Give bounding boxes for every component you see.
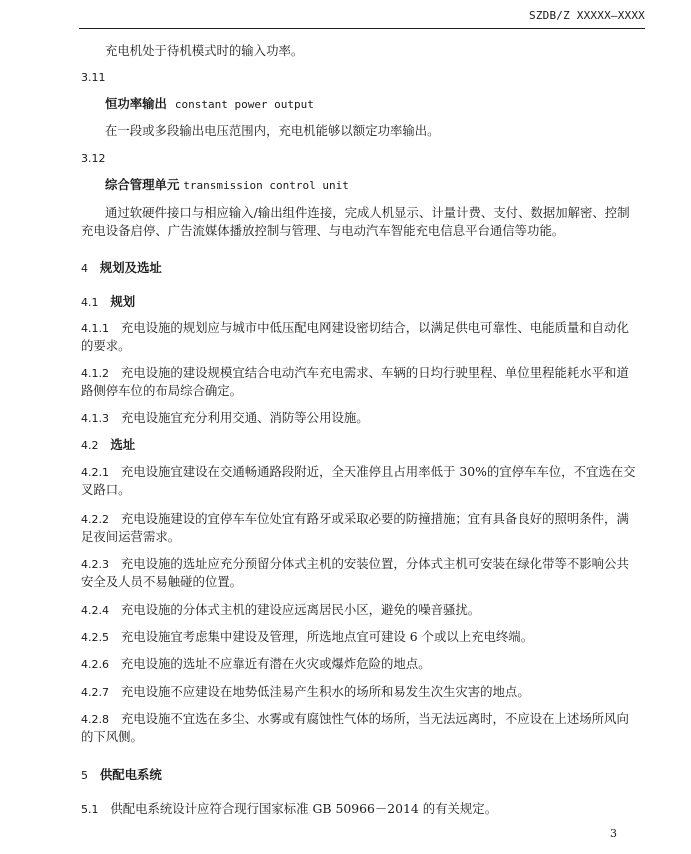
clause-text-continued: 安全及人员不易触碰的位置。 [81, 574, 243, 589]
clause-text [81, 511, 629, 528]
chapter-number: 5 [81, 769, 88, 782]
clause-text [81, 556, 629, 573]
term-chinese: 恒功率输出 [105, 96, 167, 111]
section-title: 选址 [110, 437, 136, 452]
clause-number: 4.2.4 [81, 604, 109, 617]
section-heading [81, 294, 135, 311]
clause-body: 充电设施宜充分利用交通、消防等公用设施。 [120, 410, 369, 425]
clause-text-continued: 的要求。 [81, 338, 131, 353]
section-number: 4.2 [81, 439, 99, 452]
clause-body: 供配电系统设计应符合现行国家标准 GB 50966－2014 的有关规定。 [110, 801, 498, 816]
section-heading [81, 437, 135, 454]
clause-text-continued: 足夜间运营需求。 [81, 529, 181, 544]
term-chinese: 综合管理单元 [105, 177, 180, 192]
clause-number: 4.2.5 [81, 631, 109, 644]
section-number: 4.1 [81, 296, 99, 309]
clause-text [81, 602, 480, 619]
clause-number: 4.2.7 [81, 686, 109, 699]
clause-text-continued: 的下风侧。 [81, 729, 143, 744]
clause-text [81, 656, 431, 673]
clause-body: 充电设施不宜选在多尘、水雾或有腐蚀性气体的场所，当无法远离时，不应设在上述场所风向 [120, 711, 629, 726]
page-number: 3 [610, 827, 617, 840]
clause-number: 4.2.2 [81, 513, 109, 526]
clause-body: 充电设施的选址应充分预留分体式主机的安装位置，分体式主机可安装在绿化带等不影响公共 [120, 556, 629, 571]
clause-number: 4.1.3 [81, 412, 109, 425]
header-rule [79, 28, 645, 29]
chapter-heading [81, 767, 162, 784]
term-entry [105, 177, 349, 194]
clause-text [81, 320, 629, 337]
chapter-title: 规划及选址 [99, 260, 162, 275]
clause-number: 4.2.3 [81, 558, 109, 571]
clause-number: 4.2.1 [81, 466, 109, 479]
clause-body: 充电设施的规划应与城市中低压配电网建设密切结合，以满足供电可靠性、电能质量和自动化 [120, 320, 629, 335]
document-code: SZDB/Z XXXXX—XXXX [529, 9, 645, 22]
clause-body: 充电设施建设的宜停车车位处宜有路牙或采取必要的防撞措施；宜有具备良好的照明条件，满 [120, 511, 629, 526]
clause-body: 充电设施不应建设在地势低洼易产生积水的场所和易发生次生灾害的地点。 [120, 684, 530, 699]
clause-text [81, 629, 533, 646]
definition-text: 在一段或多段输出电压范围内，充电机能够以额定功率输出。 [105, 123, 440, 138]
clause-number: 5.1 [81, 803, 99, 816]
section-title: 规划 [110, 294, 136, 309]
clause-number: 4.2.6 [81, 658, 109, 671]
clause-text [81, 464, 636, 481]
definition-text: 充电机处于待机模式时的输入功率。 [105, 43, 304, 58]
clause-number: 4.1.2 [81, 367, 109, 380]
clause-body: 充电设施的选址不应靠近有潜在火灾或爆炸危险的地点。 [120, 656, 431, 671]
term-english: transmission control unit [183, 179, 349, 192]
clause-number: 4.1.1 [81, 322, 109, 335]
clause-text [81, 801, 497, 818]
clause-number: 4.2.8 [81, 713, 109, 726]
chapter-title: 供配电系统 [99, 767, 162, 782]
clause-text-continued: 路侧停车位的布局综合确定。 [81, 383, 243, 398]
term-entry [105, 96, 314, 113]
clause-body: 充电设施宜考虑集中建设及管理，所选地点宜可建设 6 个或以上充电终端。 [120, 629, 534, 644]
clause-number: 3.11 [81, 71, 106, 84]
chapter-heading [81, 260, 162, 277]
clause-text [81, 711, 629, 728]
clause-number: 3.12 [81, 152, 106, 165]
chapter-number: 4 [81, 262, 88, 275]
clause-text [81, 684, 530, 701]
definition-text: 通过软硬件接口与相应输入/输出组件连接，完成人机显示、计量计费、支付、数据加解密、控制 [105, 205, 630, 220]
clause-text-continued: 叉路口。 [81, 482, 131, 497]
clause-body: 充电设施的分体式主机的建设应远离居民小区，避免的噪音骚扰。 [120, 602, 481, 617]
clause-text [81, 410, 369, 427]
clause-text [81, 365, 629, 382]
clause-body: 充电设施的建设规模宜结合电动汽车充电需求、车辆的日均行驶里程、单位里程能耗水平和道 [120, 365, 629, 380]
term-english: constant power output [174, 98, 314, 111]
clause-body: 充电设施宜建设在交通畅通路段附近，全天准停且占用率低于 30%的宜停车车位，不宜选在交 [120, 464, 636, 479]
definition-text: 充电设备启停、广告流媒体播放控制与管理、与电动汽车智能充电信息平台通信等功能。 [81, 223, 565, 238]
